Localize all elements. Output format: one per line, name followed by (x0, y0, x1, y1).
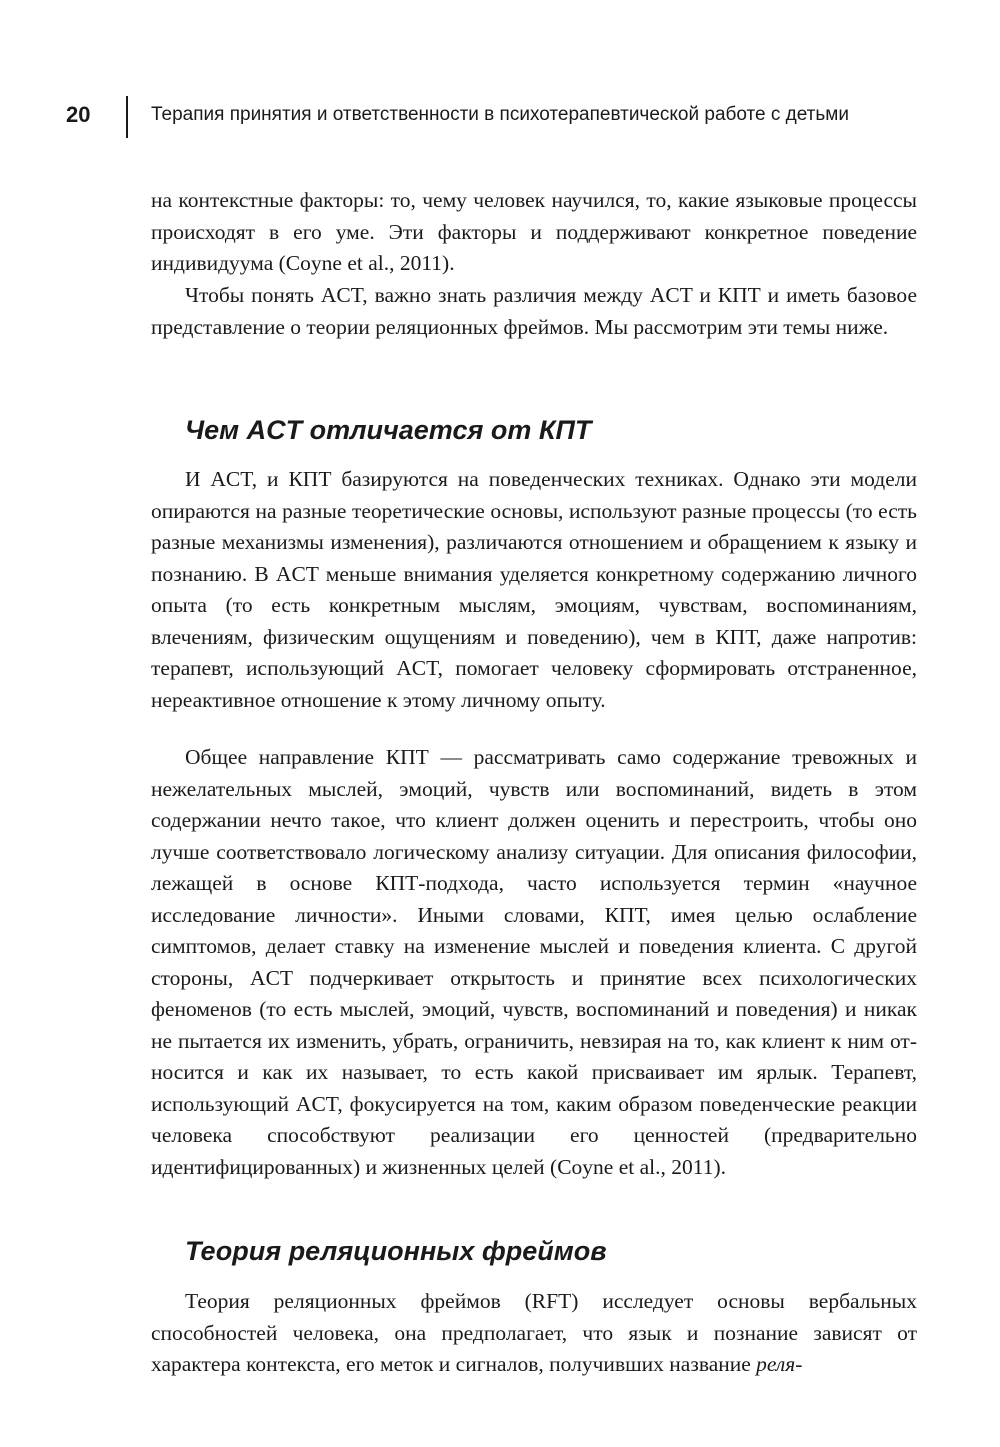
running-title: Терапия принятия и ответственности в психотерапевтической работе с детьми (151, 104, 849, 125)
paragraph-intro: Чтобы понять ACT, важно знать различия между ACT и КПТ и иметь базовое представление о теории реляционных фреймов. Мы рассмотрим эти темы ниже. (151, 283, 917, 339)
section-heading-rft: Теория реляционных фреймов (185, 1236, 607, 1266)
paragraph-rft-italic-term: реля- (756, 1352, 803, 1376)
running-header (0, 96, 1000, 140)
header-divider (126, 96, 128, 138)
paragraph-continuation: на контекстные факторы: то, чему человек научился, то, какие языковые процессы происходят в его уме. Эти факторы и поддерживают конкретное поведение индивидуума (Coyne et al., 2011). (151, 188, 917, 275)
paragraph-rft (151, 1286, 917, 1381)
paragraph-act-cbt-basis: И ACT, и КПТ базируются на поведенческих техниках. Однако эти модели опираются на разные теоретические основы, используют разные процессы (то есть разные механизмы изменения), различаются отношением и обращением к языку и познанию. В ACT меньше внимания уделяется конкретному содержанию личного опыта (то есть конкретным мыслям, эмоциям, чувствам, воспоминаниям, влечениям, физическим ощущениям и поведению), чем в КПТ, даже напротив: терапевт, использующий ACT, помогает человеку сформировать отстраненное, нереактивное отношение к этому личному опыту. (151, 467, 917, 712)
paragraph-rft-text: Теория реляционных фреймов (RFT) исследует основы вербальных способностей человека, она предполагает, что язык и познание зависят от характера контекста, его меток и сигналов, получивших название (151, 1289, 917, 1376)
page-number: 20 (66, 102, 91, 127)
paragraph-cbt-direction: Общее направление КПТ — рассматривать само содержание тревожных и нежелательных мыслей, эмоций, чувств или воспоминаний, видеть в этом содержании нечто такое, что клиент должен оценить и перестроить, чтобы оно лучше соответствовало логическому анализу ситуации. Для описания философии, лежащей в основе КПТ-подхода, часто используется термин «научное исследование личности». Иными словами, КПТ, имея целью ослабление симптомов, делает ставку на изменение мыслей и поведения клиента. С другой стороны, ACT подчеркивает открытость и принятие всех психологических феноменов (то есть мыслей, эмоций, чувств, воспоминаний и поведения) и никак не пытается их изменить, убрать, ограничить, невзирая на то, как клиент к ним относится и как их называет, то есть какой присваивает им ярлык. Терапевт, использующий ACT, фокусируется на том, каким образом поведенческие реакции человека способствуют реализации его ценностей (предварительно идентифицированных) и жизненных целей (Coyne et al., 2011). (151, 745, 917, 1179)
section-heading-act-vs-cbt: Чем ACT отличается от КПТ (185, 415, 592, 445)
